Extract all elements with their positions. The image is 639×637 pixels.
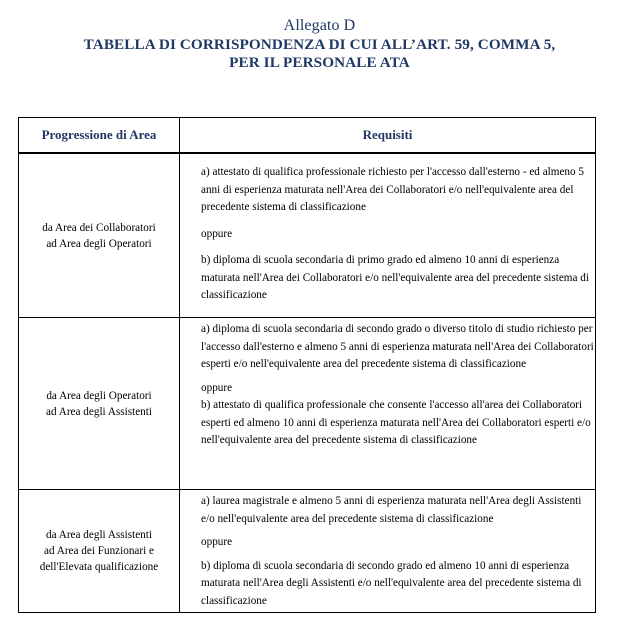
requirement-b: b) attestato di qualifica professionale che consente l'accesso all'area dei Collaboratori esperti ed almeno 10 anni di esperienza maturata nell'Area dei Collaboratori esperti e/o nell'equivalente area del precedente sistema di classificazione — [201, 399, 591, 446]
annex-label: Allegato D — [283, 17, 356, 34]
progression-from: da Area dei Collaboratori — [42, 221, 156, 234]
table-row — [19, 490, 595, 612]
document-title-line-1: TABELLA DI CORRISPONDENZA DI CUI ALL’ART. 59, COMMA 5, — [83, 36, 556, 53]
progression-cell — [19, 318, 179, 489]
progression-to-cont: dell'Elevata qualificazione — [39, 561, 159, 573]
requirements-cell — [201, 321, 595, 450]
column-header-progressione: Progressione di Area — [41, 127, 157, 142]
progression-cell — [19, 154, 179, 317]
requirements-cell — [201, 164, 595, 305]
progression-cell — [19, 490, 179, 612]
column-header-requisiti: Requisiti — [362, 127, 413, 142]
progression-to: ad Area degli Assistenti — [46, 405, 152, 418]
requirement-b: b) diploma di scuola secondaria di secondo grado ed almeno 10 anni di esperienza maturata nell'Area degli Assistenti e/o nell'equivalente area del precedente sistema di classificazione — [201, 559, 582, 607]
table-row — [19, 318, 595, 490]
requirement-a: a) attestato di qualifica professionale richiesto per l'accesso dall'esterno - ed almeno 5 anni di esperienza maturata nell'Area dei Collaboratori e/o nell'equivalente area del precedente sistema di classificazione — [201, 166, 585, 213]
requirement-a: a) diploma di scuola secondaria di secondo grado o diverso titolo di studio richiesto per l'accesso dall'esterno e almeno 5 anni di esperienza maturata nell'Area dei Collaboratori esperti e/o nell'equivalente area del precedente sistema di classificazione — [201, 323, 594, 370]
progression-to: ad Area degli Operatori — [46, 237, 152, 250]
requirement-separator: oppure — [201, 227, 233, 240]
correspondence-table — [18, 117, 596, 613]
requirements-cell — [201, 493, 595, 610]
document-title-line-2: PER IL PERSONALE ATA — [229, 54, 410, 71]
progression-from: da Area degli Assistenti — [46, 529, 152, 541]
requirement-a: a) laurea magistrale e almeno 5 anni di esperienza maturata nell'Area degli Assistenti e/o nell'equivalente area del precedente sistema di classificazione — [201, 495, 582, 525]
progression-from: da Area degli Operatori — [46, 389, 152, 402]
requirement-b: b) diploma di scuola secondaria di primo grado ed almeno 10 anni di esperienza maturata nell'Area dei Collaboratori e/o nell'equivalente area del precedente sistema di classificazione — [201, 254, 589, 301]
table-row — [19, 154, 595, 318]
table-header-row — [19, 118, 595, 154]
progression-to: ad Area dei Funzionari e — [44, 545, 154, 557]
requirement-separator: oppure — [201, 536, 233, 548]
requirement-separator: oppure — [201, 381, 233, 394]
document-header — [0, 16, 639, 72]
